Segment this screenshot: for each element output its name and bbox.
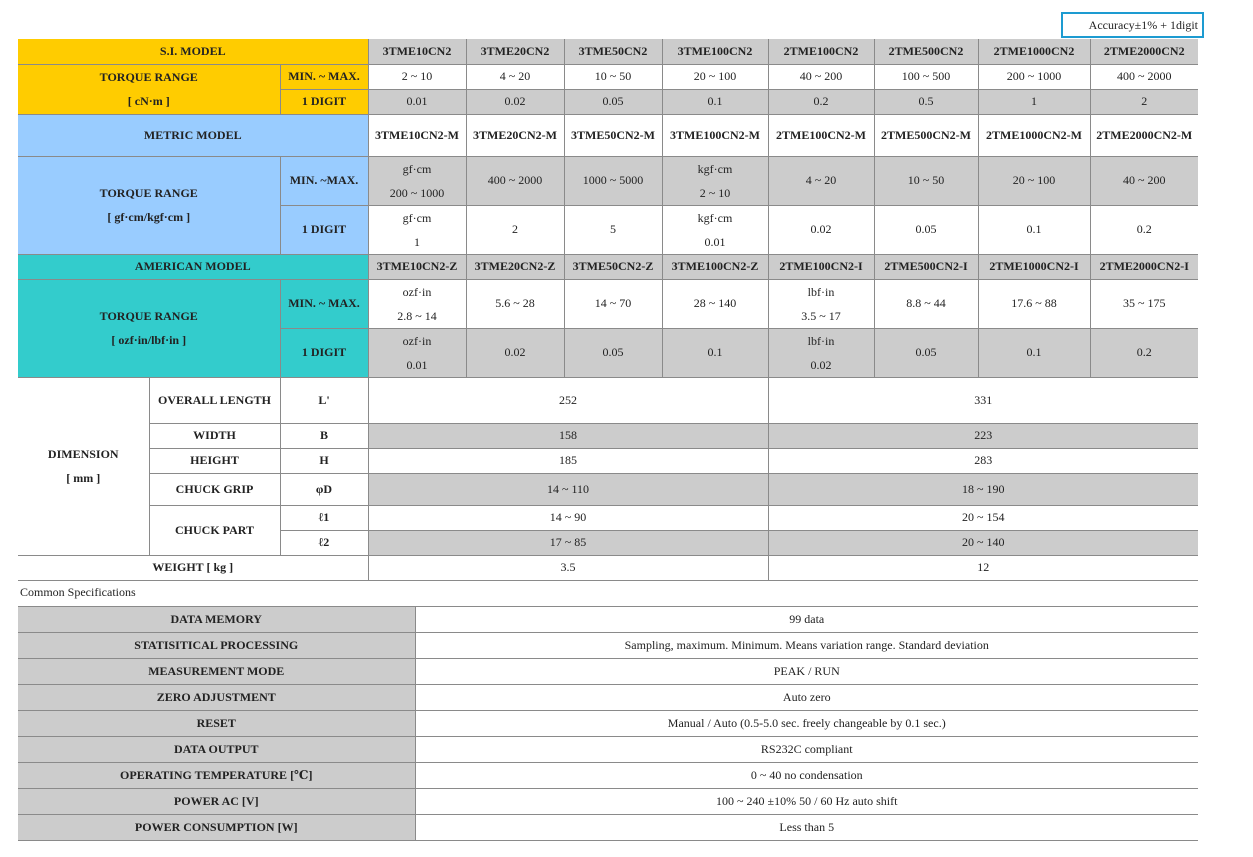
american-model-cell: 2TME1000CN2-I xyxy=(978,254,1090,279)
dimension-row xyxy=(18,448,1198,473)
dimension-row xyxy=(18,377,1198,423)
dimension-name: HEIGHT xyxy=(149,448,280,473)
american-minmax-cell: 35 ~ 175 xyxy=(1090,279,1198,328)
dimension-row xyxy=(18,423,1198,448)
common-spec-row xyxy=(18,685,1198,711)
metric-minmax-cell: 1000 ~ 5000 xyxy=(564,156,662,205)
american-minmax-cell: 5.6 ~ 28 xyxy=(466,279,564,328)
american-model-cell: 2TME2000CN2-I xyxy=(1090,254,1198,279)
si-model-cell: 2TME100CN2 xyxy=(768,39,874,64)
common-spec-row xyxy=(18,815,1198,841)
american-model-cell: 3TME100CN2-Z xyxy=(662,254,768,279)
dimension-symbol: L' xyxy=(280,377,368,423)
si-minmax-cell: 200 ~ 1000 xyxy=(978,64,1090,89)
american-digit-label: 1 DIGIT xyxy=(280,328,368,377)
si-torque-title: TORQUE RANGE xyxy=(99,70,198,84)
metric-minmax-cell: 400 ~ 2000 xyxy=(466,156,564,205)
metric-digit-unit: kgf·cm xyxy=(697,210,733,225)
common-spec-row xyxy=(18,763,1198,789)
metric-minmax-cell: 40 ~ 200 xyxy=(1090,156,1198,205)
metric-model-cell: 3TME20CN2-M xyxy=(466,114,564,156)
metric-digit-cell: 5 xyxy=(564,205,662,254)
american-digit-unit: ozf·in xyxy=(402,333,432,348)
dimension-symbol: φD xyxy=(280,473,368,505)
si-model-cell: 3TME100CN2 xyxy=(662,39,768,64)
metric-minmax-cell xyxy=(368,156,466,205)
common-spec-key: OPERATING TEMPERATURE [℃] xyxy=(18,763,415,789)
si-minmax-label: MIN. ~ MAX. xyxy=(280,64,368,89)
american-torque-label xyxy=(18,279,280,377)
si-digit-cell: 0.5 xyxy=(874,89,978,114)
dimension-title: DIMENSION xyxy=(47,447,119,461)
si-model-cell: 3TME50CN2 xyxy=(564,39,662,64)
common-spec-value: RS232C compliant xyxy=(415,737,1198,763)
american-digit-cell xyxy=(768,328,874,377)
metric-digit-cell: 0.2 xyxy=(1090,205,1198,254)
si-model-cell: 2TME2000CN2 xyxy=(1090,39,1198,64)
common-spec-row xyxy=(18,659,1198,685)
si-model-cell: 2TME1000CN2 xyxy=(978,39,1090,64)
dimension-name: CHUCK GRIP xyxy=(149,473,280,505)
metric-minmax-cell: 4 ~ 20 xyxy=(768,156,874,205)
weight-value: 3.5 xyxy=(368,555,768,580)
chuck-part-symbol: ℓ1 xyxy=(280,505,368,530)
si-minmax-cell: 20 ~ 100 xyxy=(662,64,768,89)
metric-minmax-cell: 10 ~ 50 xyxy=(874,156,978,205)
metric-minmax-cell xyxy=(662,156,768,205)
common-spec-value: Less than 5 xyxy=(415,815,1198,841)
metric-minmax-value: 200 ~ 1000 xyxy=(389,185,445,200)
common-spec-key: DATA MEMORY xyxy=(18,607,415,633)
american-model-cell: 3TME50CN2-Z xyxy=(564,254,662,279)
metric-minmax-row xyxy=(18,156,1198,205)
american-digit-cell: 0.05 xyxy=(564,328,662,377)
si-digit-cell: 0.01 xyxy=(368,89,466,114)
dimension-unit: [ mm ] xyxy=(66,471,101,485)
american-digit-cell: 0.1 xyxy=(662,328,768,377)
american-digit-value: 0.01 xyxy=(406,357,428,372)
metric-digit-label: 1 DIGIT xyxy=(280,205,368,254)
metric-model-cell: 2TME100CN2-M xyxy=(768,114,874,156)
metric-digit-value: 1 xyxy=(414,234,420,249)
american-minmax-unit: lbf·in xyxy=(807,284,835,299)
si-digit-cell: 0.02 xyxy=(466,89,564,114)
accuracy-note: Accuracy±1% + 1digit xyxy=(1061,12,1204,38)
metric-model-cell: 3TME10CN2-M xyxy=(368,114,466,156)
common-spec-key: POWER AC [V] xyxy=(18,789,415,815)
si-minmax-cell: 100 ~ 500 xyxy=(874,64,978,89)
si-minmax-cell: 10 ~ 50 xyxy=(564,64,662,89)
common-spec-key: MEASUREMENT MODE xyxy=(18,659,415,685)
common-spec-value: Auto zero xyxy=(415,685,1198,711)
metric-digit-cell xyxy=(368,205,466,254)
metric-model-row xyxy=(18,114,1198,156)
american-torque-title: TORQUE RANGE xyxy=(99,309,198,323)
chuck-part-symbol: ℓ2 xyxy=(280,530,368,555)
metric-model-cell: 3TME50CN2-M xyxy=(564,114,662,156)
si-minmax-cell: 400 ~ 2000 xyxy=(1090,64,1198,89)
si-digit-cell: 0.1 xyxy=(662,89,768,114)
common-spec-row xyxy=(18,711,1198,737)
american-minmax-cell xyxy=(768,279,874,328)
metric-torque-label xyxy=(18,156,280,254)
dimension-value: 14 ~ 110 xyxy=(368,473,768,505)
american-minmax-cell: 17.6 ~ 88 xyxy=(978,279,1090,328)
si-digit-cell: 1 xyxy=(978,89,1090,114)
dimension-value: 223 xyxy=(768,423,1198,448)
metric-minmax-label: MIN. ~MAX. xyxy=(280,156,368,205)
weight-row xyxy=(18,555,1198,580)
dimension-value: 185 xyxy=(368,448,768,473)
chuck-part-value: 20 ~ 140 xyxy=(768,530,1198,555)
common-spec-row xyxy=(18,789,1198,815)
si-model-label: S.I. MODEL xyxy=(18,39,368,64)
dimension-value: 18 ~ 190 xyxy=(768,473,1198,505)
metric-minmax-unit: gf·cm xyxy=(402,161,432,176)
si-minmax-cell: 40 ~ 200 xyxy=(768,64,874,89)
american-digit-cell: 0.05 xyxy=(874,328,978,377)
si-minmax-cell: 2 ~ 10 xyxy=(368,64,466,89)
american-minmax-cell: 14 ~ 70 xyxy=(564,279,662,328)
si-torque-label xyxy=(18,64,280,114)
dimension-value: 158 xyxy=(368,423,768,448)
common-spec-key: POWER CONSUMPTION [W] xyxy=(18,815,415,841)
si-model-row xyxy=(18,39,1198,64)
metric-digit-cell xyxy=(662,205,768,254)
si-minmax-cell: 4 ~ 20 xyxy=(466,64,564,89)
metric-model-cell: 2TME500CN2-M xyxy=(874,114,978,156)
common-spec-key: RESET xyxy=(18,711,415,737)
common-spec-row xyxy=(18,633,1198,659)
chuck-part-label: CHUCK PART xyxy=(149,505,280,555)
common-spec-value: Manual / Auto (0.5-5.0 sec. freely changeable by 0.1 sec.) xyxy=(415,711,1198,737)
american-model-row xyxy=(18,254,1198,279)
metric-minmax-value: 2 ~ 10 xyxy=(699,185,731,200)
metric-digit-cell: 0.02 xyxy=(768,205,874,254)
american-model-cell: 2TME500CN2-I xyxy=(874,254,978,279)
american-minmax-cell: 28 ~ 140 xyxy=(662,279,768,328)
dimension-value: 331 xyxy=(768,377,1198,423)
chuck-part-value: 17 ~ 85 xyxy=(368,530,768,555)
si-model-cell: 3TME20CN2 xyxy=(466,39,564,64)
metric-model-cell: 2TME2000CN2-M xyxy=(1090,114,1198,156)
common-spec-value: PEAK / RUN xyxy=(415,659,1198,685)
american-minmax-value: 3.5 ~ 17 xyxy=(801,308,841,323)
common-spec-key: DATA OUTPUT xyxy=(18,737,415,763)
common-spec-row xyxy=(18,607,1198,633)
common-spec-key: ZERO ADJUSTMENT xyxy=(18,685,415,711)
american-digit-cell: 0.1 xyxy=(978,328,1090,377)
weight-label: WEIGHT [ kg ] xyxy=(18,555,368,580)
metric-minmax-unit: kgf·cm xyxy=(697,161,733,176)
american-minmax-row xyxy=(18,279,1198,328)
american-digit-cell: 0.02 xyxy=(466,328,564,377)
common-specs-table xyxy=(18,606,1198,841)
chuck-part-row xyxy=(18,505,1198,530)
chuck-part-value: 14 ~ 90 xyxy=(368,505,768,530)
si-digit-cell: 0.2 xyxy=(768,89,874,114)
common-spec-value: 99 data xyxy=(415,607,1198,633)
american-digit-unit: lbf·in xyxy=(807,333,835,348)
si-digit-label: 1 DIGIT xyxy=(280,89,368,114)
dimension-label xyxy=(18,377,149,555)
metric-model-label: METRIC MODEL xyxy=(18,114,368,156)
dimension-row xyxy=(18,473,1198,505)
si-digit-cell: 0.05 xyxy=(564,89,662,114)
dimension-value: 252 xyxy=(368,377,768,423)
american-digit-cell xyxy=(368,328,466,377)
american-digit-cell: 0.2 xyxy=(1090,328,1198,377)
dimension-name: OVERALL LENGTH xyxy=(149,377,280,423)
common-spec-value: Sampling, maximum. Minimum. Means variation range. Standard deviation xyxy=(415,633,1198,659)
si-minmax-row xyxy=(18,64,1198,89)
common-spec-key: STATISITICAL PROCESSING xyxy=(18,633,415,659)
dimension-name: WIDTH xyxy=(149,423,280,448)
common-specs-caption: Common Specifications xyxy=(20,585,136,599)
american-minmax-value: 2.8 ~ 14 xyxy=(397,308,437,323)
chuck-part-value: 20 ~ 154 xyxy=(768,505,1198,530)
metric-digit-cell: 0.05 xyxy=(874,205,978,254)
american-minmax-label: MIN. ~ MAX. xyxy=(280,279,368,328)
metric-digit-cell: 2 xyxy=(466,205,564,254)
metric-digit-unit: gf·cm xyxy=(402,210,432,225)
weight-value: 12 xyxy=(768,555,1198,580)
metric-digit-value: 0.01 xyxy=(704,234,726,249)
si-torque-unit: [ cN·m ] xyxy=(127,94,170,108)
american-model-cell: 3TME10CN2-Z xyxy=(368,254,466,279)
metric-minmax-cell: 20 ~ 100 xyxy=(978,156,1090,205)
american-minmax-unit: ozf·in xyxy=(402,284,432,299)
metric-model-cell: 3TME100CN2-M xyxy=(662,114,768,156)
common-spec-value: 100 ~ 240 ±10% 50 / 60 Hz auto shift xyxy=(415,789,1198,815)
common-spec-value: 0 ~ 40 no condensation xyxy=(415,763,1198,789)
metric-model-cell: 2TME1000CN2-M xyxy=(978,114,1090,156)
american-torque-unit: [ ozf·in/lbf·in ] xyxy=(111,333,187,347)
si-model-cell: 2TME500CN2 xyxy=(874,39,978,64)
american-model-cell: 3TME20CN2-Z xyxy=(466,254,564,279)
american-model-label: AMERICAN MODEL xyxy=(18,254,368,279)
spec-table xyxy=(18,39,1198,581)
dimension-value: 283 xyxy=(768,448,1198,473)
dimension-symbol: H xyxy=(280,448,368,473)
metric-torque-title: TORQUE RANGE xyxy=(99,186,198,200)
dimension-symbol: B xyxy=(280,423,368,448)
american-digit-value: 0.02 xyxy=(810,357,832,372)
common-spec-row xyxy=(18,737,1198,763)
si-digit-cell: 2 xyxy=(1090,89,1198,114)
american-minmax-cell xyxy=(368,279,466,328)
american-minmax-cell: 8.8 ~ 44 xyxy=(874,279,978,328)
metric-digit-cell: 0.1 xyxy=(978,205,1090,254)
metric-torque-unit: [ gf·cm/kgf·cm ] xyxy=(107,210,191,224)
american-model-cell: 2TME100CN2-I xyxy=(768,254,874,279)
si-model-cell: 3TME10CN2 xyxy=(368,39,466,64)
